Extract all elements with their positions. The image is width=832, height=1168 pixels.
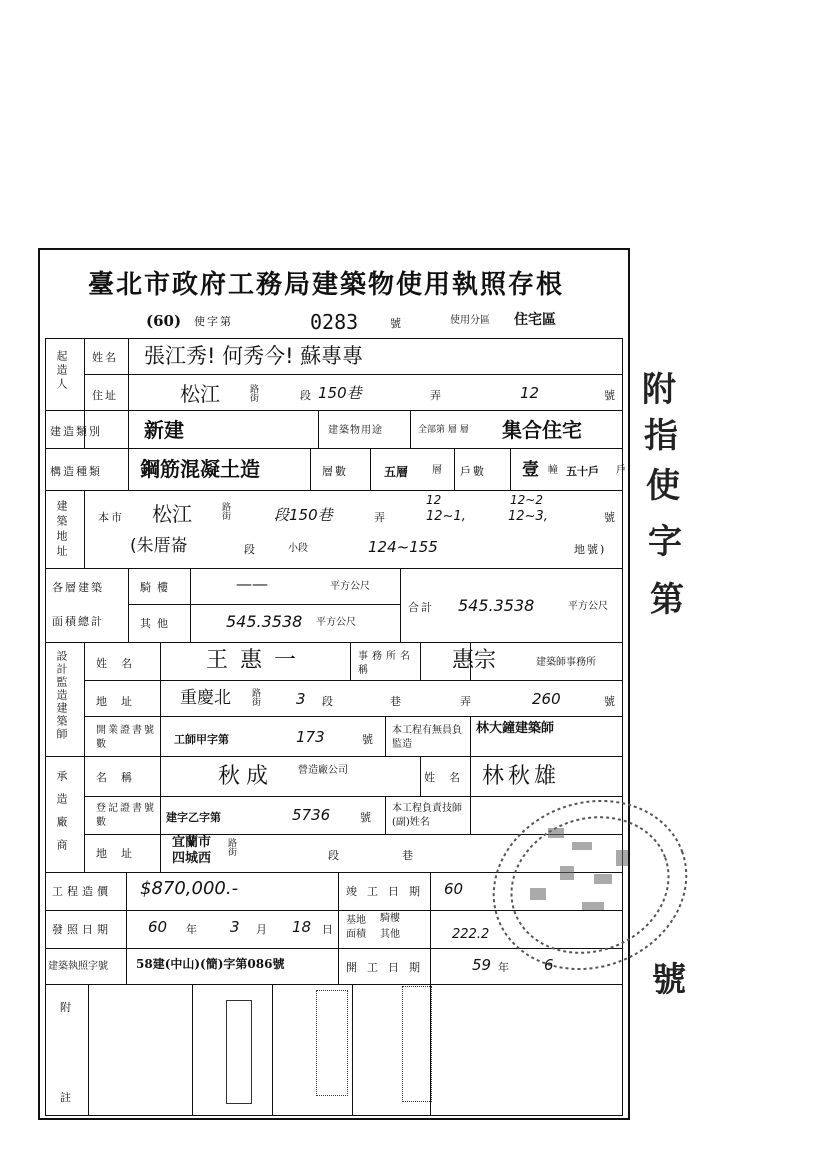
households-value: 五十戶: [566, 465, 599, 478]
zone-label: 使用分區: [450, 315, 490, 326]
total-value: 545.3538: [458, 596, 535, 615]
approval-stamp-1: [226, 1000, 252, 1104]
total-unit: 平方公尺: [568, 601, 608, 612]
contractor-name-suffix: 營造廠公司: [298, 765, 348, 776]
contractor-address-lane-label: 巷: [402, 849, 415, 862]
permit-word-label: 使字第: [194, 315, 233, 328]
permit-ref-value: 58建(中山)(簡)字第086號: [136, 957, 285, 971]
applicant-address-label: 住址: [92, 389, 118, 402]
area-label-1: 各層建築: [52, 581, 104, 594]
contractor-name-label: 名稱: [96, 771, 146, 784]
applicant-address-lane: 150巷: [318, 384, 362, 402]
completion-label: 竣工日期: [346, 885, 430, 898]
use-label: 建築物用途: [328, 425, 383, 436]
contractor-reg-suffix: 號: [360, 811, 373, 824]
site-city: 本市: [98, 511, 124, 524]
contractor-group-label: 承造廠商: [55, 770, 68, 862]
architect-supervisor-label: 本工程有無員負監造: [392, 725, 462, 750]
site-road: 松江: [152, 502, 192, 526]
side-char-1: 附: [642, 370, 676, 410]
base-area-other-label: 其他: [380, 929, 400, 940]
architect-office: 惠宗: [452, 648, 497, 673]
architect-address-label: 地址: [96, 695, 146, 708]
architect-address-section-label: 段: [322, 695, 335, 708]
floors-label: 層數: [322, 465, 348, 478]
start-month: 6: [544, 956, 554, 974]
official-seal: [470, 770, 730, 1010]
site-subsection-label: 小段: [288, 543, 308, 554]
site-road-suffix: 路街: [220, 502, 230, 520]
other-unit: 平方公尺: [316, 617, 356, 628]
issue-month-label: 月: [256, 923, 269, 936]
architect-name: 王惠一: [206, 648, 309, 673]
structure-label: 構造種類: [50, 465, 102, 478]
structure-value: 鋼筋混凝土造: [140, 457, 260, 481]
site-label: 建築地址: [55, 500, 68, 560]
floors-suffix: 層: [432, 465, 442, 476]
contractor-reg-prefix: 建字乙字第: [166, 811, 221, 824]
architect-address-no: 260: [532, 690, 561, 708]
category-value: 新建: [144, 418, 184, 442]
applicant-address-alley-label: 弄: [430, 389, 443, 402]
applicant-address-road: 松江: [180, 382, 220, 406]
contractor-address-label: 地址: [96, 847, 146, 860]
cost-label: 工程造價: [52, 885, 112, 898]
site-lots: 124~155: [368, 538, 438, 556]
contractor-address-city: 宜蘭市: [172, 835, 212, 850]
issue-day: 18: [292, 918, 312, 936]
arcade-label: 騎樓: [140, 581, 174, 594]
category-label: 建造類別: [50, 425, 102, 438]
architect-address-road: 重慶北: [180, 688, 231, 708]
approval-stamp-3: [402, 986, 432, 1102]
side-char-4: 字: [648, 522, 682, 562]
applicant-address-lane-label: 段: [300, 389, 313, 402]
start-label: 開工日期: [346, 961, 430, 974]
permit-number: 0283: [310, 310, 359, 334]
contractor-address-road-suffix: 路街: [226, 838, 236, 856]
site-lot-suffix: 地號): [574, 543, 607, 556]
applicant-address-no: 12: [520, 384, 540, 402]
base-area-other: 222.2: [452, 927, 490, 942]
architect-cert-prefix: 工師甲字第: [174, 733, 229, 746]
site-alley-label: 弄: [374, 511, 387, 524]
issue-label: 發照日期: [52, 923, 112, 936]
site-lane: 段150巷: [274, 506, 333, 524]
zone-value: 住宅區: [514, 312, 556, 328]
other-label: 其他: [140, 617, 174, 630]
architect-office-suffix: 建築師事務所: [536, 657, 596, 668]
side-char-5: 第: [650, 580, 684, 620]
floors-value: 五層: [384, 465, 409, 479]
side-char-3: 使: [646, 466, 680, 506]
contractor-engineer-label: 本工程負責技師(副)姓名: [392, 803, 462, 828]
applicant-group-label: 起造人: [55, 350, 68, 392]
start-year-label: 年: [498, 961, 511, 974]
remarks-label-bottom: 註: [60, 1091, 73, 1104]
site-no-suffix: 號: [604, 511, 617, 524]
start-year: 59: [472, 956, 492, 974]
contractor-person: 林秋雄: [482, 764, 561, 789]
architect-supervisor-value: 林大鐘建築師: [476, 721, 555, 736]
architect-address-road-suffix: 路街: [250, 688, 260, 706]
permit-suffix: 號: [390, 317, 403, 330]
architect-cert-label: 開業證書號數: [96, 725, 156, 750]
contractor-address-road: 四城西: [172, 851, 212, 866]
applicant-address-no-suffix: 號: [604, 389, 617, 402]
households-unit: 幢: [548, 465, 558, 476]
architect-cert-no: 173: [296, 728, 325, 746]
contractor-name: 秋成: [218, 764, 275, 789]
site-numbers-2: 12~3,: [508, 509, 548, 524]
architect-group-label: 設計監造建築師: [55, 650, 68, 741]
applicant-address-road-suffix: 路街: [248, 384, 258, 402]
architect-address-no-suffix: 號: [604, 695, 617, 708]
architect-address-no-label: 弄: [460, 695, 473, 708]
side-char-2: 指: [644, 416, 678, 456]
site-numbers-top-right: 12~2: [510, 493, 543, 507]
total-label: 合計: [408, 601, 434, 614]
architect-name-label: 姓名: [96, 657, 146, 670]
arcade-unit: 平方公尺: [330, 581, 370, 592]
issue-year-label: 年: [186, 923, 199, 936]
architect-cert-suffix: 號: [362, 733, 375, 746]
issue-year: 60: [148, 918, 168, 936]
site-section-name: (朱厝崙: [130, 536, 188, 556]
architect-office-label: 事務所名稱: [358, 651, 414, 676]
households-label: 戶數: [460, 465, 486, 478]
issue-month: 3: [230, 918, 240, 936]
remarks-label-top: 附: [60, 1001, 73, 1014]
architect-address-lane-label: 巷: [390, 695, 403, 708]
issue-day-label: 日: [322, 923, 335, 936]
use-value: 集合住宅: [502, 418, 582, 442]
contractor-reg-no: 5736: [292, 806, 331, 824]
households-building: 壹: [522, 460, 539, 480]
base-area-label: 基地面積: [346, 915, 366, 940]
approval-stamp-2: [316, 990, 348, 1096]
contractor-person-label: 姓名: [424, 771, 474, 784]
contractor-address-section-label: 段: [328, 849, 341, 862]
other-value: 545.3538: [226, 612, 303, 631]
applicant-names: 張江秀! 何秀今! 蘇專專: [144, 344, 364, 368]
site-numbers-top: 12: [426, 493, 442, 507]
area-label-2: 面積總計: [52, 615, 104, 628]
side-char-6: 號: [652, 960, 686, 1000]
base-area-arcade-label: 騎樓: [380, 913, 400, 924]
year-prefix: (60): [146, 312, 182, 330]
contractor-reg-label: 登記證書號數: [96, 803, 156, 828]
households-suffix: 戶: [616, 465, 626, 476]
architect-address-section: 3: [296, 690, 306, 708]
applicant-name-label: 姓名: [92, 351, 118, 364]
permit-ref-label: 建築執照字號: [48, 961, 108, 972]
form-title: 臺北市政府工務局建築物使用執照存根: [88, 270, 565, 300]
use-floor-prefix: 全部第 層 層: [418, 425, 469, 435]
site-section-label: 段: [244, 543, 257, 556]
arcade-value: ——: [236, 574, 268, 593]
completion-value: 60: [444, 880, 464, 898]
cost-value: $870,000.-: [140, 878, 239, 899]
site-numbers-1: 12~1,: [426, 509, 466, 524]
